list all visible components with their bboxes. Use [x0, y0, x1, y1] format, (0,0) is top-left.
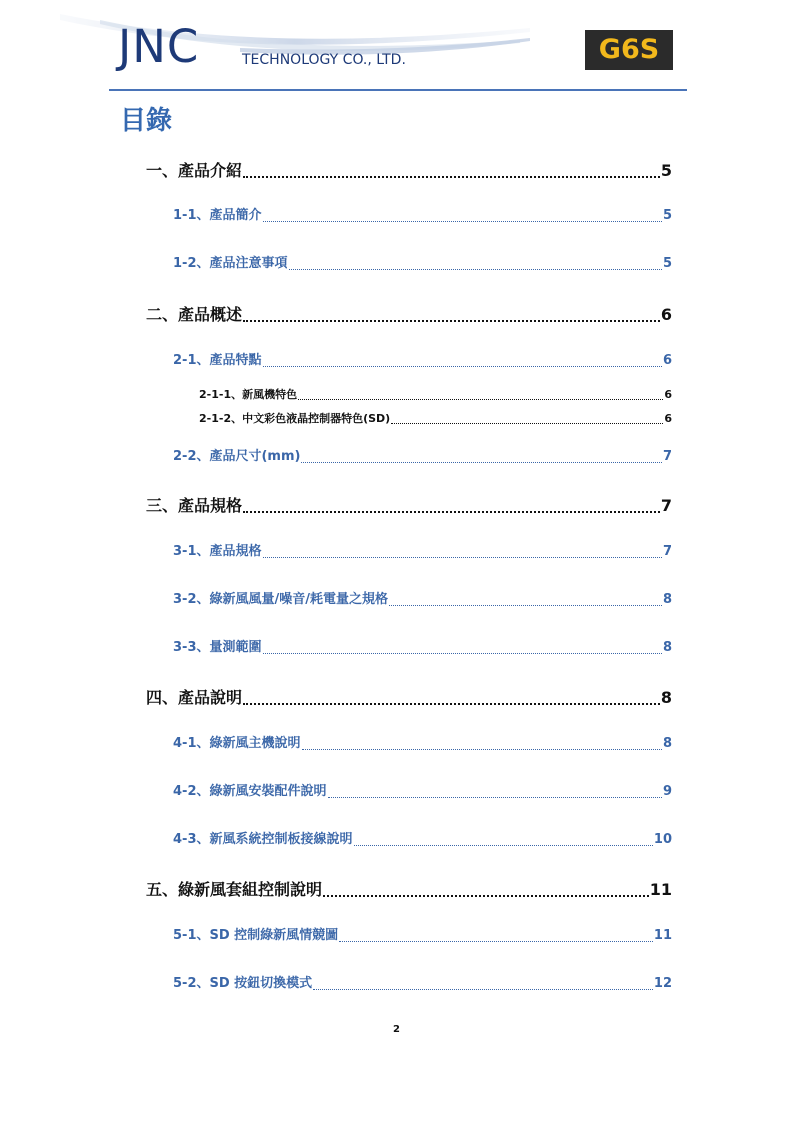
- toc-entry-level-2[interactable]: [173, 927, 672, 945]
- toc-entry-level-3[interactable]: [199, 387, 672, 403]
- page-number: 2: [393, 1024, 400, 1035]
- toc-entry-level-2[interactable]: [173, 543, 672, 561]
- toc-dot-leader: [298, 399, 663, 400]
- toc-entry-label: 3-2、綠新風風量/噪音/耗電量之規格: [173, 592, 388, 607]
- toc-dot-leader: [263, 557, 662, 558]
- toc-entry-label: 1-2、產品注意事項: [173, 256, 288, 271]
- toc-title: 目錄: [120, 106, 173, 136]
- toc-entry-label: 1-1、產品簡介: [173, 208, 262, 223]
- toc-entry-label: 3-3、量測範圍: [173, 640, 262, 655]
- toc-dot-leader: [389, 605, 662, 606]
- toc-entry-level-2[interactable]: [173, 591, 672, 609]
- toc-entry-level-2[interactable]: [173, 255, 672, 273]
- toc-entry-level-2[interactable]: [173, 639, 672, 657]
- toc-entry-label: 5-2、SD 按鈕切換模式: [173, 976, 313, 991]
- toc-dot-leader: [302, 749, 662, 750]
- toc-entry-level-2[interactable]: [173, 831, 672, 849]
- toc-dot-leader: [328, 797, 662, 798]
- toc-entry-label: 2-1-1、新風機特色: [199, 388, 298, 401]
- toc-dot-leader: [263, 366, 662, 367]
- toc-entry-page: 12: [653, 976, 672, 991]
- toc-entry-level-2[interactable]: [173, 975, 672, 993]
- toc-dot-leader: [391, 423, 663, 424]
- toc-dot-leader: [263, 653, 662, 654]
- toc-dot-leader: [263, 221, 662, 222]
- toc-dot-leader: [354, 845, 653, 846]
- toc-entry-page: 8: [662, 640, 672, 655]
- toc-dot-leader: [313, 989, 653, 990]
- company-logo-text: JNC: [118, 20, 200, 73]
- toc-entry-level-3[interactable]: [199, 411, 672, 427]
- toc-entry-page: 11: [649, 880, 672, 899]
- toc-entry-page: 7: [662, 449, 672, 464]
- toc-entry-page: 8: [662, 592, 672, 607]
- toc-entry-label: 3-1、產品規格: [173, 544, 262, 559]
- toc-entry-level-2[interactable]: [173, 735, 672, 753]
- toc-entry-page: 6: [664, 412, 672, 425]
- toc-entry-page: 8: [662, 736, 672, 751]
- toc-entry-page: 5: [662, 256, 672, 271]
- toc-entry-page: 7: [660, 496, 672, 515]
- toc-entry-page: 10: [653, 832, 672, 847]
- toc-entry-page: 5: [662, 208, 672, 223]
- toc-entry-level-2[interactable]: [173, 352, 672, 370]
- toc-entry-level-2[interactable]: [173, 448, 672, 466]
- toc-dot-leader: [323, 895, 649, 897]
- toc-entry-level-2[interactable]: [173, 207, 672, 225]
- toc-entry-label: 一、產品介紹: [146, 161, 243, 180]
- toc-entry-label: 二、產品概述: [146, 305, 243, 324]
- toc-entry-label: 五、綠新風套組控制說明: [146, 880, 323, 899]
- toc-entry-level-1[interactable]: [146, 495, 672, 517]
- toc-dot-leader: [243, 176, 660, 178]
- toc-entry-page: 5: [660, 161, 672, 180]
- toc-entry-label: 4-1、綠新風主機說明: [173, 736, 301, 751]
- toc-dot-leader: [243, 703, 660, 705]
- toc-entry-page: 7: [662, 544, 672, 559]
- toc-entry-label: 四、產品說明: [146, 688, 243, 707]
- toc-entry-level-1[interactable]: [146, 879, 672, 901]
- toc-entry-label: 2-1、產品特點: [173, 353, 262, 368]
- toc-entry-level-2[interactable]: [173, 783, 672, 801]
- toc-entry-page: 11: [653, 928, 672, 943]
- toc-dot-leader: [339, 941, 653, 942]
- toc-entry-label: 三、產品規格: [146, 496, 243, 515]
- toc-entry-level-1[interactable]: [146, 160, 672, 182]
- toc-entry-label: 2-2、產品尺寸(mm): [173, 449, 301, 464]
- toc-entry-page: 6: [664, 388, 672, 401]
- toc-entry-level-1[interactable]: [146, 304, 672, 326]
- toc-entry-page: 9: [662, 784, 672, 799]
- toc-dot-leader: [301, 462, 661, 463]
- toc-entry-label: 4-3、新風系統控制板接線說明: [173, 832, 353, 847]
- toc-dot-leader: [243, 511, 660, 513]
- toc-entry-page: 8: [660, 688, 672, 707]
- company-name: TECHNOLOGY CO., LTD.: [242, 52, 406, 68]
- toc-entry-page: 6: [662, 353, 672, 368]
- toc-entry-page: 6: [660, 305, 672, 324]
- toc-entry-label: 2-1-2、中文彩色液晶控制器特色(SD): [199, 412, 391, 425]
- model-badge: G6S: [585, 30, 673, 70]
- toc-entry-label: 4-2、綠新風安裝配件說明: [173, 784, 327, 799]
- toc-entry-label: 5-1、SD 控制綠新風情競圖: [173, 928, 339, 943]
- page-header: [0, 0, 793, 100]
- header-divider: [109, 89, 687, 91]
- toc-entry-level-1[interactable]: [146, 687, 672, 709]
- toc-dot-leader: [243, 320, 660, 322]
- toc-dot-leader: [289, 269, 662, 270]
